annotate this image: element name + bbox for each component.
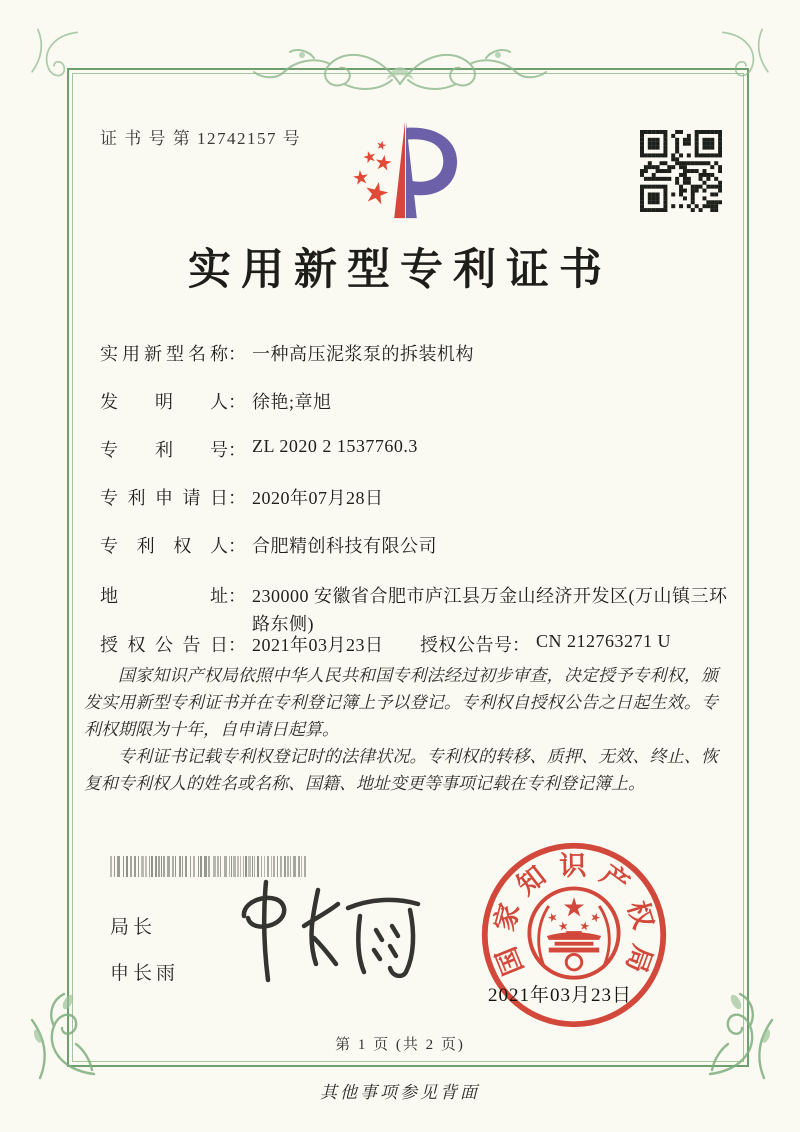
field-filing-date: 专利申请日： 2020年07月28日	[100, 484, 740, 510]
signer-name: 申长雨	[110, 963, 180, 984]
field-label: 授权公告日	[100, 635, 228, 655]
grant-number-pair: 授权公告号： CN 212763271 U	[420, 631, 672, 655]
field-label: 授权公告号	[420, 635, 512, 655]
field-value: 一种高压泥浆泵的拆装机构	[252, 344, 474, 364]
field-label: 专利权人	[100, 536, 228, 556]
page-number: 第 1 页 (共 2 页)	[335, 1037, 465, 1053]
field-patentee: 专利权人： 合肥精创科技有限公司	[100, 532, 740, 558]
field-value: CN 212763271 U	[536, 631, 672, 651]
legal-body-text	[84, 662, 718, 797]
svg-text:国家知识产权局: 国家知识产权局	[489, 850, 659, 980]
cnipa-logo-icon	[346, 116, 464, 224]
field-value: 合肥精创科技有限公司	[252, 536, 437, 556]
field-label: 专利号	[100, 440, 228, 460]
field-label: 发明人	[100, 392, 228, 412]
field-patent-number: 专利号： ZL 2020 2 1537760.3	[100, 436, 418, 460]
body-paragraph-1: 国家知识产权局依照中华人民共和国专利法经过初步审查，决定授予专利权，颁发实用新型专利证书并在专利登记簿上予以登记。专利权自授权公告之日起生效。专利权期限为十年，自申请日起算。	[84, 666, 718, 739]
field-value: 230000 安徽省合肥市庐江县万金山经济开发区(万山镇三环路东侧)	[252, 586, 728, 634]
grant-date-pair: 授权公告日： 2021年03月23日	[100, 631, 384, 651]
field-label: 实用新型名称	[100, 344, 228, 364]
certificate-number: 证 书 号 第 12742157 号	[100, 129, 302, 148]
field-value: 徐艳;章旭	[252, 392, 332, 412]
qr-code-icon	[640, 130, 722, 212]
field-utility-model-name: 实用新型名称： 一种高压泥浆泵的拆装机构	[100, 340, 740, 366]
field-value: 2021年03月23日	[252, 635, 384, 655]
certificate-title: 实用新型专利证书	[188, 247, 612, 294]
field-grant-row	[100, 631, 740, 657]
body-paragraph-2: 专利证书记载专利权登记时的法律状况。专利权的转移、质押、无效、终止、恢复和专利权人的姓名或名称、国籍、地址变更等事项记载在专利登记簿上。	[84, 747, 718, 793]
shen-changyu-signature-icon	[222, 868, 432, 993]
field-value: ZL 2020 2 1537760.3	[252, 436, 418, 456]
field-address: 地址： 230000 安徽省合肥市庐江县万金山经济开发区(万山镇三环路东侧)	[100, 582, 740, 638]
field-inventor: 发明人： 徐艳;章旭	[100, 388, 740, 414]
field-label: 专利申请日	[100, 488, 228, 508]
field-label: 地址	[100, 586, 228, 606]
seal-date: 2021年03月23日	[488, 985, 633, 1006]
signer-title: 局长	[110, 917, 157, 938]
back-note: 其他事项参见背面	[320, 1083, 480, 1102]
field-value: 2020年07月28日	[252, 488, 384, 508]
